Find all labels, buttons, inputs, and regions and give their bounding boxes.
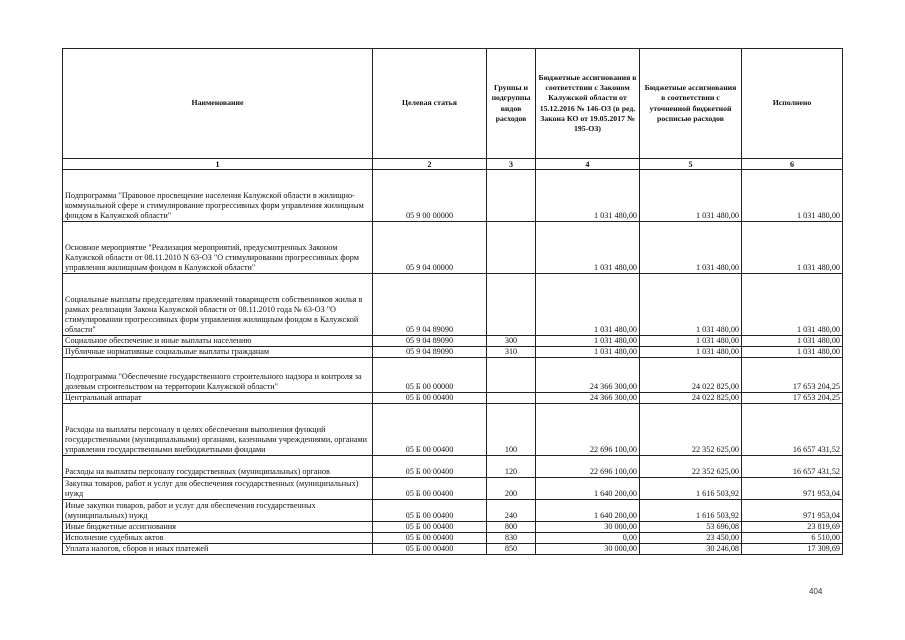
row-target-code: 05 Б 00 00000	[373, 358, 487, 393]
column-number: 5	[640, 159, 742, 170]
row-executed-amount: 17 653 204,25	[742, 358, 843, 393]
row-expense-group: 800	[487, 522, 536, 533]
row-refined-amount: 24 022 825,00	[640, 358, 742, 393]
table-row	[63, 533, 843, 544]
row-refined-amount: 1 616 503,92	[640, 500, 742, 522]
table-row	[63, 170, 843, 222]
row-target-code: 05 Б 00 00400	[373, 478, 487, 500]
row-executed-amount: 6 510,00	[742, 533, 843, 544]
header-row	[63, 49, 843, 159]
row-name: Подпрограмма "Обеспечение государственного строительного надзора и контроля за долевым строительством на территории Калужской области"	[63, 358, 373, 393]
row-name: Расходы на выплаты персоналу в целях обеспечения выполнения функций государственными (муниципальными) органами, казенными учреждениями, органами управления государственными внебюджетными фондами	[63, 404, 373, 456]
row-expense-group	[487, 274, 536, 336]
table-row	[63, 500, 843, 522]
row-name: Социальное обеспечение и иные выплаты населению	[63, 336, 373, 347]
table-row	[63, 404, 843, 456]
table-row	[63, 478, 843, 500]
row-expense-group: 310	[487, 347, 536, 358]
table-row	[63, 274, 843, 336]
row-expense-group: 200	[487, 478, 536, 500]
row-executed-amount: 17 309,69	[742, 544, 843, 555]
row-target-code: 05 Б 00 00400	[373, 522, 487, 533]
row-refined-amount: 30 246,08	[640, 544, 742, 555]
row-law-amount: 0,00	[536, 533, 640, 544]
row-executed-amount: 1 031 480,00	[742, 347, 843, 358]
row-expense-group: 850	[487, 544, 536, 555]
row-law-amount: 1 031 480,00	[536, 336, 640, 347]
table-row	[63, 358, 843, 393]
row-expense-group: 240	[487, 500, 536, 522]
header-expense-groups: Группы и подгруппы видов расходов	[487, 49, 536, 159]
row-law-amount: 1 031 480,00	[536, 347, 640, 358]
row-executed-amount: 971 953,04	[742, 478, 843, 500]
row-refined-amount: 23 450,00	[640, 533, 742, 544]
row-expense-group	[487, 170, 536, 222]
row-executed-amount: 1 031 480,00	[742, 222, 843, 274]
column-number: 4	[536, 159, 640, 170]
row-executed-amount: 23 819,69	[742, 522, 843, 533]
column-number-row	[63, 159, 843, 170]
header-name: Наименование	[63, 49, 373, 159]
row-name: Иные закупки товаров, работ и услуг для обеспечения государственных (муниципальных) нужд	[63, 500, 373, 522]
row-name: Исполнение судебных актов	[63, 533, 373, 544]
column-number: 3	[487, 159, 536, 170]
column-number: 6	[742, 159, 843, 170]
row-law-amount: 1 031 480,00	[536, 274, 640, 336]
header-refined-allocations: Бюджетные ассигнования в соответствии с уточненной бюджетной росписью расходов	[640, 49, 742, 159]
table-row	[63, 222, 843, 274]
header-executed: Исполнено	[742, 49, 843, 159]
row-target-code: 05 9 04 89090	[373, 347, 487, 358]
table-row	[63, 347, 843, 358]
row-name: Социальные выплаты председателям правлений товариществ собственников жилья в рамках реализации Закона Калужской области от 08.11.2010 года № 63-ОЗ "О стимулировании прогрессивных форм управления жилищным фондом в Калужской области"	[63, 274, 373, 336]
row-name: Подпрограмма "Правовое просвещение населения Калужской области в жилищно-коммунальной сфере и стимулирование прогрессивных форм управления жилищным фондом в Калужской области"	[63, 170, 373, 222]
table-row	[63, 456, 843, 478]
row-name: Публичные нормативные социальные выплаты гражданам	[63, 347, 373, 358]
column-number: 2	[373, 159, 487, 170]
row-refined-amount: 1 616 503,92	[640, 478, 742, 500]
row-refined-amount: 1 031 480,00	[640, 274, 742, 336]
row-name: Основное мероприятие "Реализация мероприятий, предусмотренных Законом Калужской области от 08.11.2010 N 63-ОЗ "О стимулировании прогрессивных форм управления жилищным фондом в Калужской области"	[63, 222, 373, 274]
row-expense-group: 100	[487, 404, 536, 456]
row-expense-group	[487, 222, 536, 274]
row-refined-amount: 22 352 625,00	[640, 404, 742, 456]
row-law-amount: 22 696 100,00	[536, 404, 640, 456]
page-number: 404	[809, 587, 823, 596]
table-row	[63, 544, 843, 555]
row-target-code: 05 Б 00 00400	[373, 544, 487, 555]
row-target-code: 05 9 04 89090	[373, 336, 487, 347]
row-executed-amount: 1 031 480,00	[742, 170, 843, 222]
column-number: 1	[63, 159, 373, 170]
budget-table	[62, 48, 843, 555]
table-row	[63, 336, 843, 347]
table-row	[63, 522, 843, 533]
row-refined-amount: 1 031 480,00	[640, 336, 742, 347]
row-name: Уплата налогов, сборов и иных платежей	[63, 544, 373, 555]
row-refined-amount: 24 022 825,00	[640, 393, 742, 404]
row-law-amount: 1 031 480,00	[536, 170, 640, 222]
row-executed-amount: 971 953,04	[742, 500, 843, 522]
row-law-amount: 22 696 100,00	[536, 456, 640, 478]
row-name: Закупка товаров, работ и услуг для обеспечения государственных (муниципальных) нужд	[63, 478, 373, 500]
row-law-amount: 1 031 480,00	[536, 222, 640, 274]
row-target-code: 05 9 00 00000	[373, 170, 487, 222]
row-law-amount: 1 640 200,00	[536, 500, 640, 522]
row-expense-group: 120	[487, 456, 536, 478]
row-target-code: 05 Б 00 00400	[373, 393, 487, 404]
row-executed-amount: 16 657 431,52	[742, 404, 843, 456]
row-target-code: 05 Б 00 00400	[373, 533, 487, 544]
row-target-code: 05 Б 00 00400	[373, 500, 487, 522]
row-target-code: 05 9 04 00000	[373, 222, 487, 274]
row-refined-amount: 1 031 480,00	[640, 222, 742, 274]
row-law-amount: 1 640 200,00	[536, 478, 640, 500]
row-refined-amount: 1 031 480,00	[640, 347, 742, 358]
row-refined-amount: 22 352 625,00	[640, 456, 742, 478]
header-law-allocations: Бюджетные ассигнования в соответствии с Законом Калужской области от 15.12.2016 № 146-ОЗ (в ред. Закона КО от 19.05.2017 № 195-ОЗ)	[536, 49, 640, 159]
row-law-amount: 24 366 300,00	[536, 358, 640, 393]
row-executed-amount: 16 657 431,52	[742, 456, 843, 478]
row-law-amount: 30 000,00	[536, 522, 640, 533]
row-target-code: 05 9 04 89090	[373, 274, 487, 336]
row-target-code: 05 Б 00 00400	[373, 404, 487, 456]
row-target-code: 05 Б 00 00400	[373, 456, 487, 478]
row-expense-group: 300	[487, 336, 536, 347]
row-expense-group	[487, 358, 536, 393]
row-refined-amount: 53 696,08	[640, 522, 742, 533]
row-name: Расходы на выплаты персоналу государственных (муниципальных) органов	[63, 456, 373, 478]
header-target-article: Целевая статья	[373, 49, 487, 159]
row-name: Иные бюджетные ассигнования	[63, 522, 373, 533]
row-expense-group	[487, 393, 536, 404]
row-executed-amount: 1 031 480,00	[742, 274, 843, 336]
row-executed-amount: 17 653 204,25	[742, 393, 843, 404]
row-law-amount: 24 366 300,00	[536, 393, 640, 404]
row-expense-group: 830	[487, 533, 536, 544]
table-row	[63, 393, 843, 404]
row-executed-amount: 1 031 480,00	[742, 336, 843, 347]
row-refined-amount: 1 031 480,00	[640, 170, 742, 222]
row-law-amount: 30 000,00	[536, 544, 640, 555]
row-name: Центральный аппарат	[63, 393, 373, 404]
